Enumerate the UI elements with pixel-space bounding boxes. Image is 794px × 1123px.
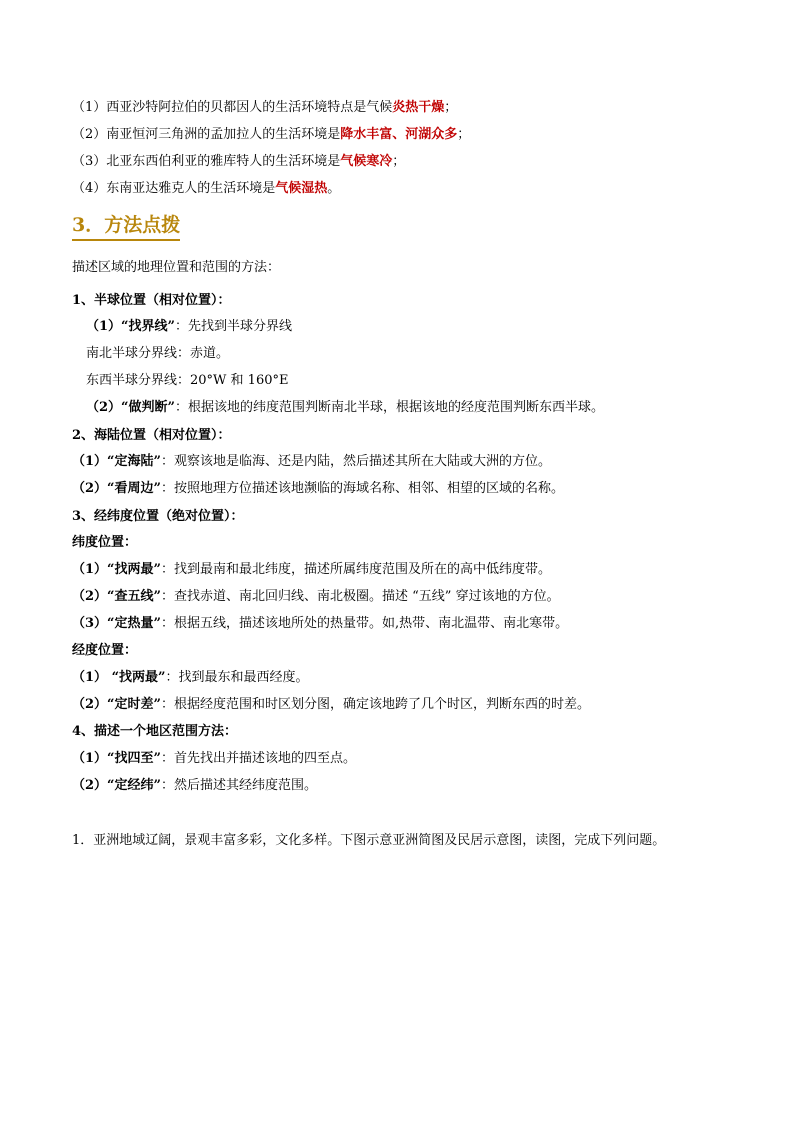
step-text: ：按照地理方位描述该地濒临的海域名称、相邻、相望的区域的名称。 (161, 481, 565, 496)
intro-item-suffix: 。 (327, 181, 341, 196)
step-label: （1）“找四至” (72, 751, 162, 766)
sec4-title: 4、描述一个地区范围方法： (72, 724, 238, 739)
step-label: （3）“定热量” (72, 616, 162, 631)
question-text: 1．亚洲地域辽阔，景观丰富多彩，文化多样。下图示意亚洲简图及民居示意图，读图，完成下列问题。 (72, 833, 666, 848)
intro-item-suffix: ； (457, 127, 471, 142)
sec2-title: 2、海陆位置（相对位置）： (72, 428, 231, 443)
sec1-line-2: 南北半球分界线：赤道。 (86, 346, 230, 361)
intro-item-suffix: ； (444, 100, 458, 115)
intro-item-4 (72, 180, 340, 198)
step-label: （2）“做判断” (86, 400, 176, 415)
step-label: （2）“定经纬” (72, 778, 162, 793)
step-text: ：然后描述其经纬度范围。 (161, 778, 318, 793)
intro-item-text: （2）南亚恒河三角洲的孟加拉人的生活环境是 (72, 127, 341, 142)
intro-item-3 (72, 153, 405, 171)
step-label: （1） “找两最” (72, 670, 166, 685)
method-intro: 描述区域的地理位置和范围的方法： (72, 260, 281, 275)
sec1-title: 1、半球位置（相对位置）： (72, 293, 231, 308)
step-label: （2）“查五线” (72, 589, 162, 604)
intro-item-highlight: 气候湿热 (275, 181, 328, 196)
sec4-line-2 (72, 777, 317, 795)
sec1-line-3: 东西半球分界线：20°W 和 160°E (86, 373, 289, 388)
sec3-lat-1 (72, 561, 551, 579)
sec3-title: 3、经纬度位置（绝对位置）： (72, 509, 244, 524)
sec1-line-1 (86, 318, 292, 336)
intro-item-highlight: 炎热干燥 (392, 100, 445, 115)
intro-item-text: （4）东南亚达雅克人的生活环境是 (72, 181, 276, 196)
step-label: （1）“找两最” (72, 562, 162, 577)
step-label: （1）“定海陆” (72, 454, 162, 469)
intro-item-highlight: 气候寒冷 (340, 154, 393, 169)
intro-item-2 (72, 126, 470, 144)
step-text: ：根据五线，描述该地所处的热量带。如,热带、南北温带、南北寒带。 (161, 616, 569, 631)
step-text: ：查找赤道、南北回归线、南北极圈。描述 “五线” 穿过该地的方位。 (161, 589, 560, 604)
step-text: ：找到最南和最北纬度，描述所属纬度范围及所在的高中低纬度带。 (161, 562, 552, 577)
sec3-lat-2 (72, 588, 560, 606)
longitude-label: 经度位置： (72, 643, 138, 658)
sec3-lon-2 (72, 696, 590, 714)
step-text: ：先找到半球分界线 (175, 319, 293, 334)
step-text: ：首先找出并描述该地的四至点。 (161, 751, 357, 766)
sec2-line-2 (72, 480, 564, 498)
sec3-lat-3 (72, 615, 568, 633)
step-text: ：观察该地是临海、还是内陆，然后描述其所在大陆或大洲的方位。 (161, 454, 552, 469)
intro-item-highlight: 降水丰富、河湖众多 (340, 127, 458, 142)
intro-item-text: （3）北亚东西伯利亚的雅库特人的生活环境是 (72, 154, 341, 169)
step-text: ：找到最东和最西经度。 (165, 670, 309, 685)
step-label: （2）“定时差” (72, 697, 162, 712)
sec2-line-1 (72, 453, 551, 471)
intro-item-text: （1）西亚沙特阿拉伯的贝都因人的生活环境特点是气候 (72, 100, 393, 115)
sec3-lon-1 (72, 669, 309, 687)
sec1-line-4 (86, 399, 604, 417)
step-text: ：根据经度范围和时区划分图，确定该地跨了几个时区，判断东西的时差。 (161, 697, 591, 712)
latitude-label: 纬度位置： (72, 535, 138, 550)
step-label: （2）“看周边” (72, 481, 162, 496)
section-heading: 3．方法点拨 (72, 212, 180, 241)
step-label: （1）“找界线” (86, 319, 176, 334)
intro-item-1 (72, 99, 457, 117)
intro-item-suffix: ； (392, 154, 406, 169)
step-text: ：根据该地的纬度范围判断南北半球，根据该地的经度范围判断东西半球。 (175, 400, 605, 415)
sec4-line-1 (72, 750, 356, 768)
